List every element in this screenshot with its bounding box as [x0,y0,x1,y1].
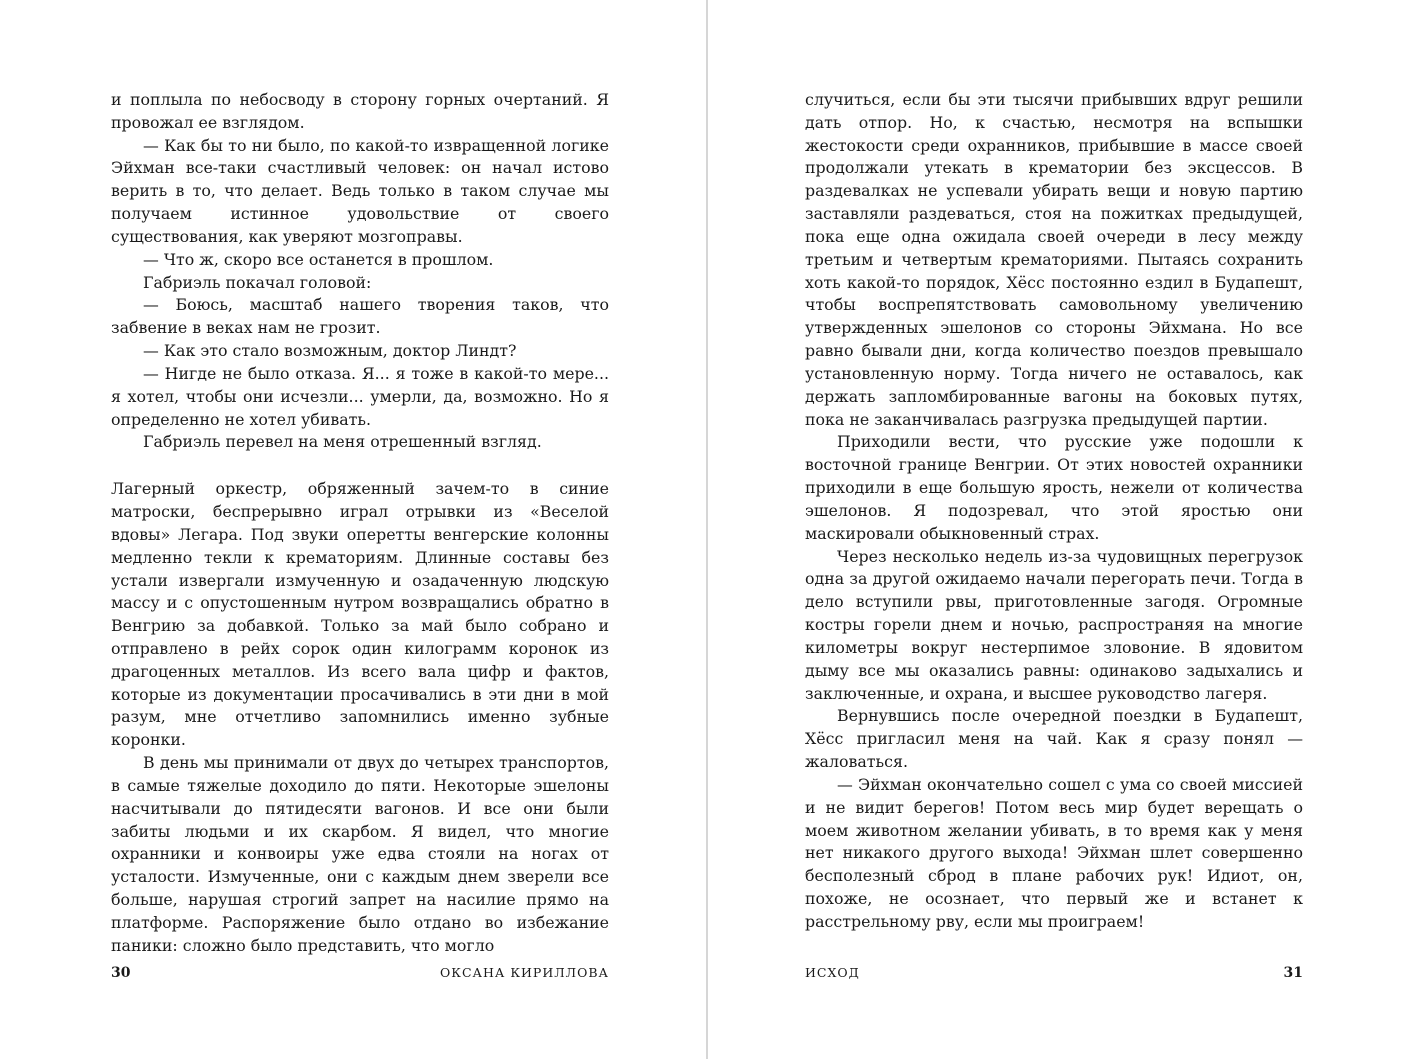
page-number: 31 [1283,965,1303,981]
paragraph: В день мы принимали от двух до четырех транспортов, в самые тяжелые доходило до пяти. Некоторые эшелоны насчитывали до пятидесяти вагонов. И все они были забиты людьми и их скарбом. Я видел, что многие охранники и конвоиры уже едва стояли на ногах от усталости. Измученные, они с каждым днем зверели все больше, нарушая строгий запрет на насилие прямо на платформе. Распоряжение было отдано во избежание паники: сложно было представить, что могло [111,753,609,955]
paragraph: Приходили вести, что русские уже подошли к восточной границе Венгрии. От этих новостей охранники приходили в еще большую ярость, нежели от количества эшелонов. Я подозревал, что этой яростью они маскировали обыкновенный страх. [805,432,1303,543]
running-head-author: ОКСАНА КИРИЛЛОВА [440,965,609,980]
paragraph: случиться, если бы эти тысячи прибывших вдруг решили дать отпор. Но, к счастью, несмотря на вспышки жестокости среди охранников, прибывшие в массе своей продолжали утекать в крематории без эксцессов. В раздевалках не успевали убирать вещи и новую партию заставляли раздеваться, стоя на пожитках предыдущей, пока еще одна ожидала своей очереди в лесу между третьим и четвертым крематориями. Пытаясь сохранить хоть какой-то порядок, Хёсс постоянно ездил в Будапешт, чтобы воспрепятствовать самовольному увеличению утвержденных эшелонов со стороны Эйхмана. Но все равно бывали дни, когда количество поездов превышало установленную норму. Тогда ничего не оставалось, как держать запломбированные вагоны на боковых путях, пока не заканчивалась разгрузка предыдущей партии. [805,90,1303,429]
paragraph: — Боюсь, масштаб нашего творения таков, что забвение в веках нам не грозит. [111,295,609,338]
paragraph: — Как бы то ни было, по какой-то извращенной логике Эйхман все-таки счастливый человек: он начал истово верить в то, что делает. Ведь только в таком случае мы получаем истинное удовольствие от своего существования, как уверяют мозгоправы. [111,135,609,246]
paragraph: Лагерный оркестр, обряженный зачем-то в синие матроски, беспрерывно играл отрывки из «Веселой вдовы» Легара. Под звуки оперетты венгерские колонны медленно текли к крематориям. Длинные составы без устали извергали измученную и озадаченную людскую массу и с опустошенным нутром возвращались обратно в Венгрию за добавкой. Только за май было собрано и отправлено в рейх сорок один килограмм коронок из драгоценных металлов. Из всего вала цифр и фактов, которые из документации просачивались в эти дни в мой разум, мне отчетливо запомнились именно зубные коронки. [111,479,609,750]
running-head-title: ИСХОД [805,965,860,980]
paragraph: и поплыла по небосводу в сторону горных очертаний. Я провожал ее взглядом. [111,90,609,132]
paragraph: Габриэль перевел на меня отрешенный взгляд. [143,432,542,452]
right-page [805,89,1303,934]
right-page-text [805,89,1303,934]
paragraph: — Нигде не было отказа. Я... я тоже в какой-то мере... я хотел, чтобы они исчезли... умерли, да, возможно. Но я определенно не хотел убивать. [111,363,609,429]
book-spine [706,0,708,1059]
paragraph: Через несколько недель из-за чудовищных перегрузок одна за другой ожидаемо начали перегорать печи. Тогда в дело вступили рвы, приготовленные загодя. Огромные костры горели днем и ночью, распространяя на многие километры вокруг нестерпимое зловоние. В ядовитом дыму все мы оказались равны: одинаково задыхались и заключенные, и охрана, и высшее руководство лагеря. [805,546,1303,703]
paragraph: Вернувшись после очередной поездки в Будапешт, Хёсс пригласил меня на чай. Как я сразу понял — жаловаться. [805,706,1303,772]
left-page-text [111,89,609,958]
paragraph: Габриэль покачал головой: [143,272,372,292]
paragraph: — Как это стало возможным, доктор Линдт? [143,341,517,361]
paragraph: — Эйхман окончательно сошел с ума со своей миссией и не видит берегов! Потом весь мир будет верещать о моем животном желании убивать, в то время как у меня нет никакого другого выхода! Эйхман шлет совершенно бесполезный сброд в плане рабочих рук! Идиот, он, похоже, не осознает, что первый же и встанет к расстрельному рву, если мы проиграем! [805,774,1303,931]
paragraph: — Что ж, скоро все останется в прошлом. [143,249,494,269]
page-number: 30 [111,965,131,981]
left-page [111,89,609,958]
